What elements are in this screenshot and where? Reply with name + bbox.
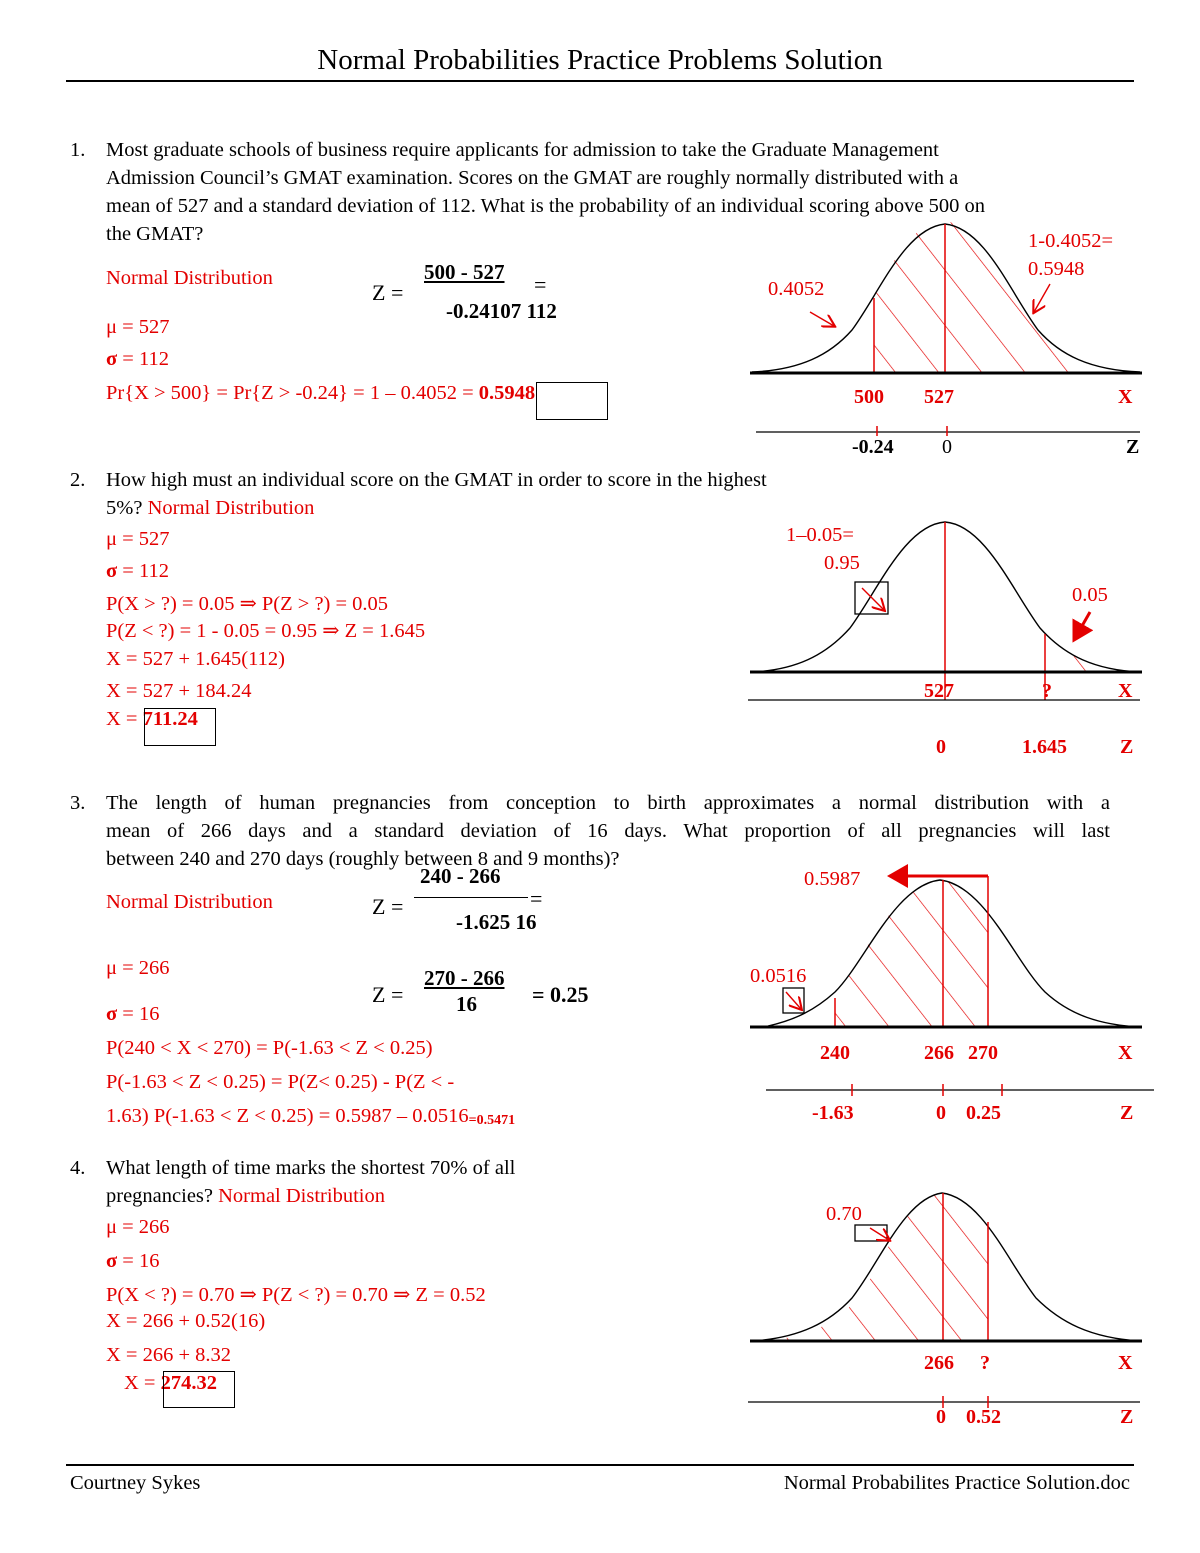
sigma-symbol: σ (106, 1003, 118, 1025)
problem-4-answer: 274.32 (160, 1372, 217, 1394)
problem-3-step-1: P(240 < X < 270) = P(-1.63 < Z < 0.25) (106, 1037, 433, 1059)
problem-3-line-2: mean of 266 days and a standard deviation of 16 days. What proportion of all pregnancies will last (106, 820, 1110, 842)
graph-1-x-tick: 500 (854, 386, 884, 408)
problem-4-step-4-text: X = (124, 1372, 161, 1394)
graph-2-right-label: 0.05 (1072, 584, 1108, 606)
sigma-value: = 16 (117, 1003, 160, 1025)
graph-4-left-arrow (870, 1228, 889, 1240)
graph-2-left-label-2: 0.95 (824, 552, 860, 574)
problem-2-line-1: How high must an individual score on the GMAT in order to score in the highest (106, 469, 767, 491)
graph-1-z-tick: 0 (942, 436, 952, 458)
graph-4-z-axis-label: Z (1120, 1406, 1134, 1428)
z-equals: = (534, 272, 547, 297)
graph-3-left-arrow (786, 992, 801, 1009)
graph-1-left-label: 0.4052 (768, 278, 825, 300)
graph-4-x-axis-label: X (1118, 1352, 1133, 1374)
graph-4 (748, 1193, 1142, 1408)
problem-1-line-1: Most graduate schools of business require applicants for admission to take the Graduate Management (106, 139, 939, 161)
problem-3-line-3: between 240 and 270 days (roughly between 8 and 9 months)? (106, 848, 620, 870)
graph-3-x-tick: 240 (820, 1042, 850, 1064)
problem-2-dist: Normal Distribution (147, 497, 315, 519)
problem-4-step-2: X = 266 + 0.52(16) (106, 1310, 266, 1332)
graph-3-x-tick: 266 (924, 1042, 954, 1064)
graph-2-x-tick: ? (1042, 680, 1052, 702)
graph-4-left-label: 0.70 (826, 1203, 862, 1225)
problem-3-step-3-text: 1.63) P(-1.63 < Z < 0.25) = 0.5987 – 0.0516 (106, 1105, 469, 1127)
problem-2-step-1: P(X > ?) = 0.05 ⇒ P(Z > ?) = 0.05 (106, 593, 389, 615)
footer-filename: Normal Probabilites Practice Solution.doc (783, 1472, 1130, 1494)
problem-3-dist: Normal Distribution (106, 891, 273, 913)
problem-4-step-1: P(X < ?) = 0.70 ⇒ P(Z < ?) = 0.70 ⇒ Z = 0.52 (106, 1284, 486, 1306)
graph-3 (750, 876, 1154, 1096)
graph-4-left-box (855, 1225, 887, 1241)
graph-2-z-tick: 0 (936, 736, 946, 758)
graph-1-shaded-area (874, 221, 1105, 372)
graph-1-right-arrow (1034, 284, 1050, 312)
graph-1-x-tick: 527 (924, 386, 954, 408)
problem-4-line-2-text: pregnancies? (106, 1185, 219, 1207)
graph-2-z-axis-label: Z (1120, 736, 1134, 758)
problem-4-line-1: What length of time marks the shortest 70% of all (106, 1157, 516, 1179)
sigma-value: = 112 (117, 348, 169, 370)
problem-2-answer: 711.24 (142, 708, 198, 730)
graph-4-x-tick: 266 (924, 1352, 954, 1374)
z-denominator: -0.24107 112 (446, 299, 557, 323)
problem-3-number: 3. (70, 792, 86, 814)
z1-equals: = (530, 886, 543, 911)
problem-1-line-2: Admission Council’s GMAT examination. Scores on the GMAT are roughly normally distributed with a (106, 167, 959, 189)
problem-4-dist: Normal Distribution (218, 1185, 385, 1207)
graph-3-top-label: 0.5987 (804, 868, 861, 890)
problem-1-number: 1. (70, 139, 86, 161)
graph-3-shaded-area (835, 880, 988, 1027)
graph-3-x-axis-label: X (1118, 1042, 1133, 1064)
graph-1 (750, 221, 1142, 436)
graph-3-z-tick: 0 (936, 1102, 946, 1124)
problem-2-number: 2. (70, 469, 86, 491)
sigma-value: = 16 (117, 1250, 160, 1272)
graph-4-shaded-area (770, 1193, 988, 1341)
graph-1-left-arrow (810, 312, 834, 326)
problem-3-step-2: P(-1.63 < Z < 0.25) = P(Z< 0.25) - P(Z < - (106, 1071, 455, 1093)
sigma-symbol: σ (106, 560, 118, 582)
footer-author: Courtney Sykes (70, 1472, 201, 1494)
z1-label: Z = (372, 894, 404, 919)
problem-2-step-5-text: X = (106, 708, 143, 730)
problem-1-calc-text: Pr{X > 500} = Pr{Z > -0.24} = 1 – 0.4052 = (106, 382, 479, 404)
page-title: Normal Probabilities Practice Problems Solution (317, 44, 883, 76)
graph-4-x-tick: ? (980, 1352, 990, 1374)
graph-2-x-tick: 527 (924, 680, 954, 702)
graph-2-right-arrow (1074, 612, 1090, 640)
graph-2-curve (752, 522, 1140, 672)
problem-1-answer: 0.5948 (478, 382, 536, 404)
z-numerator: 500 - 527 (424, 260, 505, 284)
z2-numerator: 270 - 266 (424, 966, 505, 990)
problem-1-dist: Normal Distribution (106, 267, 273, 289)
problem-4-step-3: X = 266 + 8.32 (106, 1344, 232, 1366)
problem-4-mu: μ = 266 (106, 1216, 170, 1238)
graph-1-x-axis-label: X (1118, 386, 1133, 408)
graph-2-x-axis-label: X (1118, 680, 1133, 702)
graph-3-z-axis-label: Z (1120, 1102, 1134, 1124)
z-label: Z = (372, 280, 404, 305)
graph-3-z-tick: -1.63 (812, 1102, 854, 1124)
graph-2-z-tick: 1.645 (1022, 736, 1067, 758)
z2-equals: = 0.25 (532, 982, 589, 1007)
graph-3-left-label: 0.0516 (750, 965, 807, 987)
problem-4-number: 4. (70, 1157, 86, 1179)
graph-1-right-label-2: 0.5948 (1028, 258, 1085, 280)
sigma-symbol: σ (106, 1250, 118, 1272)
problem-2-line-2-text: 5%? (106, 497, 148, 519)
z2-denominator: 16 (456, 992, 477, 1016)
z1-numerator: 240 - 266 (420, 864, 501, 888)
problem-3-mu: μ = 266 (106, 957, 170, 979)
problem-3-line-1: The length of human pregnancies from conception to birth approximates a normal distribution with a (106, 792, 1110, 814)
problem-2-mu: μ = 527 (106, 528, 170, 550)
graph-4-z-tick: 0.52 (966, 1406, 1001, 1428)
graph-1-right-label-1: 1-0.4052= (1028, 230, 1114, 252)
graph-2 (748, 522, 1142, 700)
problem-2-step-4: X = 527 + 184.24 (106, 680, 252, 702)
problem-1-line-3: mean of 527 and a standard deviation of 112. What is the probability of an individual scoring above 500 on (106, 195, 986, 217)
graph-1-z-tick: -0.24 (852, 436, 894, 458)
sigma-value: = 112 (117, 560, 169, 582)
problem-1-line-4: the GMAT? (106, 223, 204, 245)
z1-denominator: -1.625 16 (456, 910, 537, 934)
sigma-symbol: σ (106, 348, 118, 370)
problem-2-step-2: P(Z < ?) = 1 - 0.05 = 0.95 ⇒ Z = 1.645 (106, 620, 426, 642)
problem-2-step-3: X = 527 + 1.645(112) (106, 648, 285, 670)
graph-3-x-tick: 270 (968, 1042, 998, 1064)
problem-3-result: =0.5471 (468, 1113, 516, 1128)
graph-2-left-arrow (862, 588, 884, 610)
graph-2-left-label-1: 1–0.05= (786, 524, 854, 546)
graph-4-z-tick: 0 (936, 1406, 946, 1428)
graph-3-z-tick: 0.25 (966, 1102, 1001, 1124)
problem-1-mu: μ = 527 (106, 316, 170, 338)
z2-label: Z = (372, 982, 404, 1007)
graph-1-z-axis-label: Z (1126, 436, 1140, 458)
